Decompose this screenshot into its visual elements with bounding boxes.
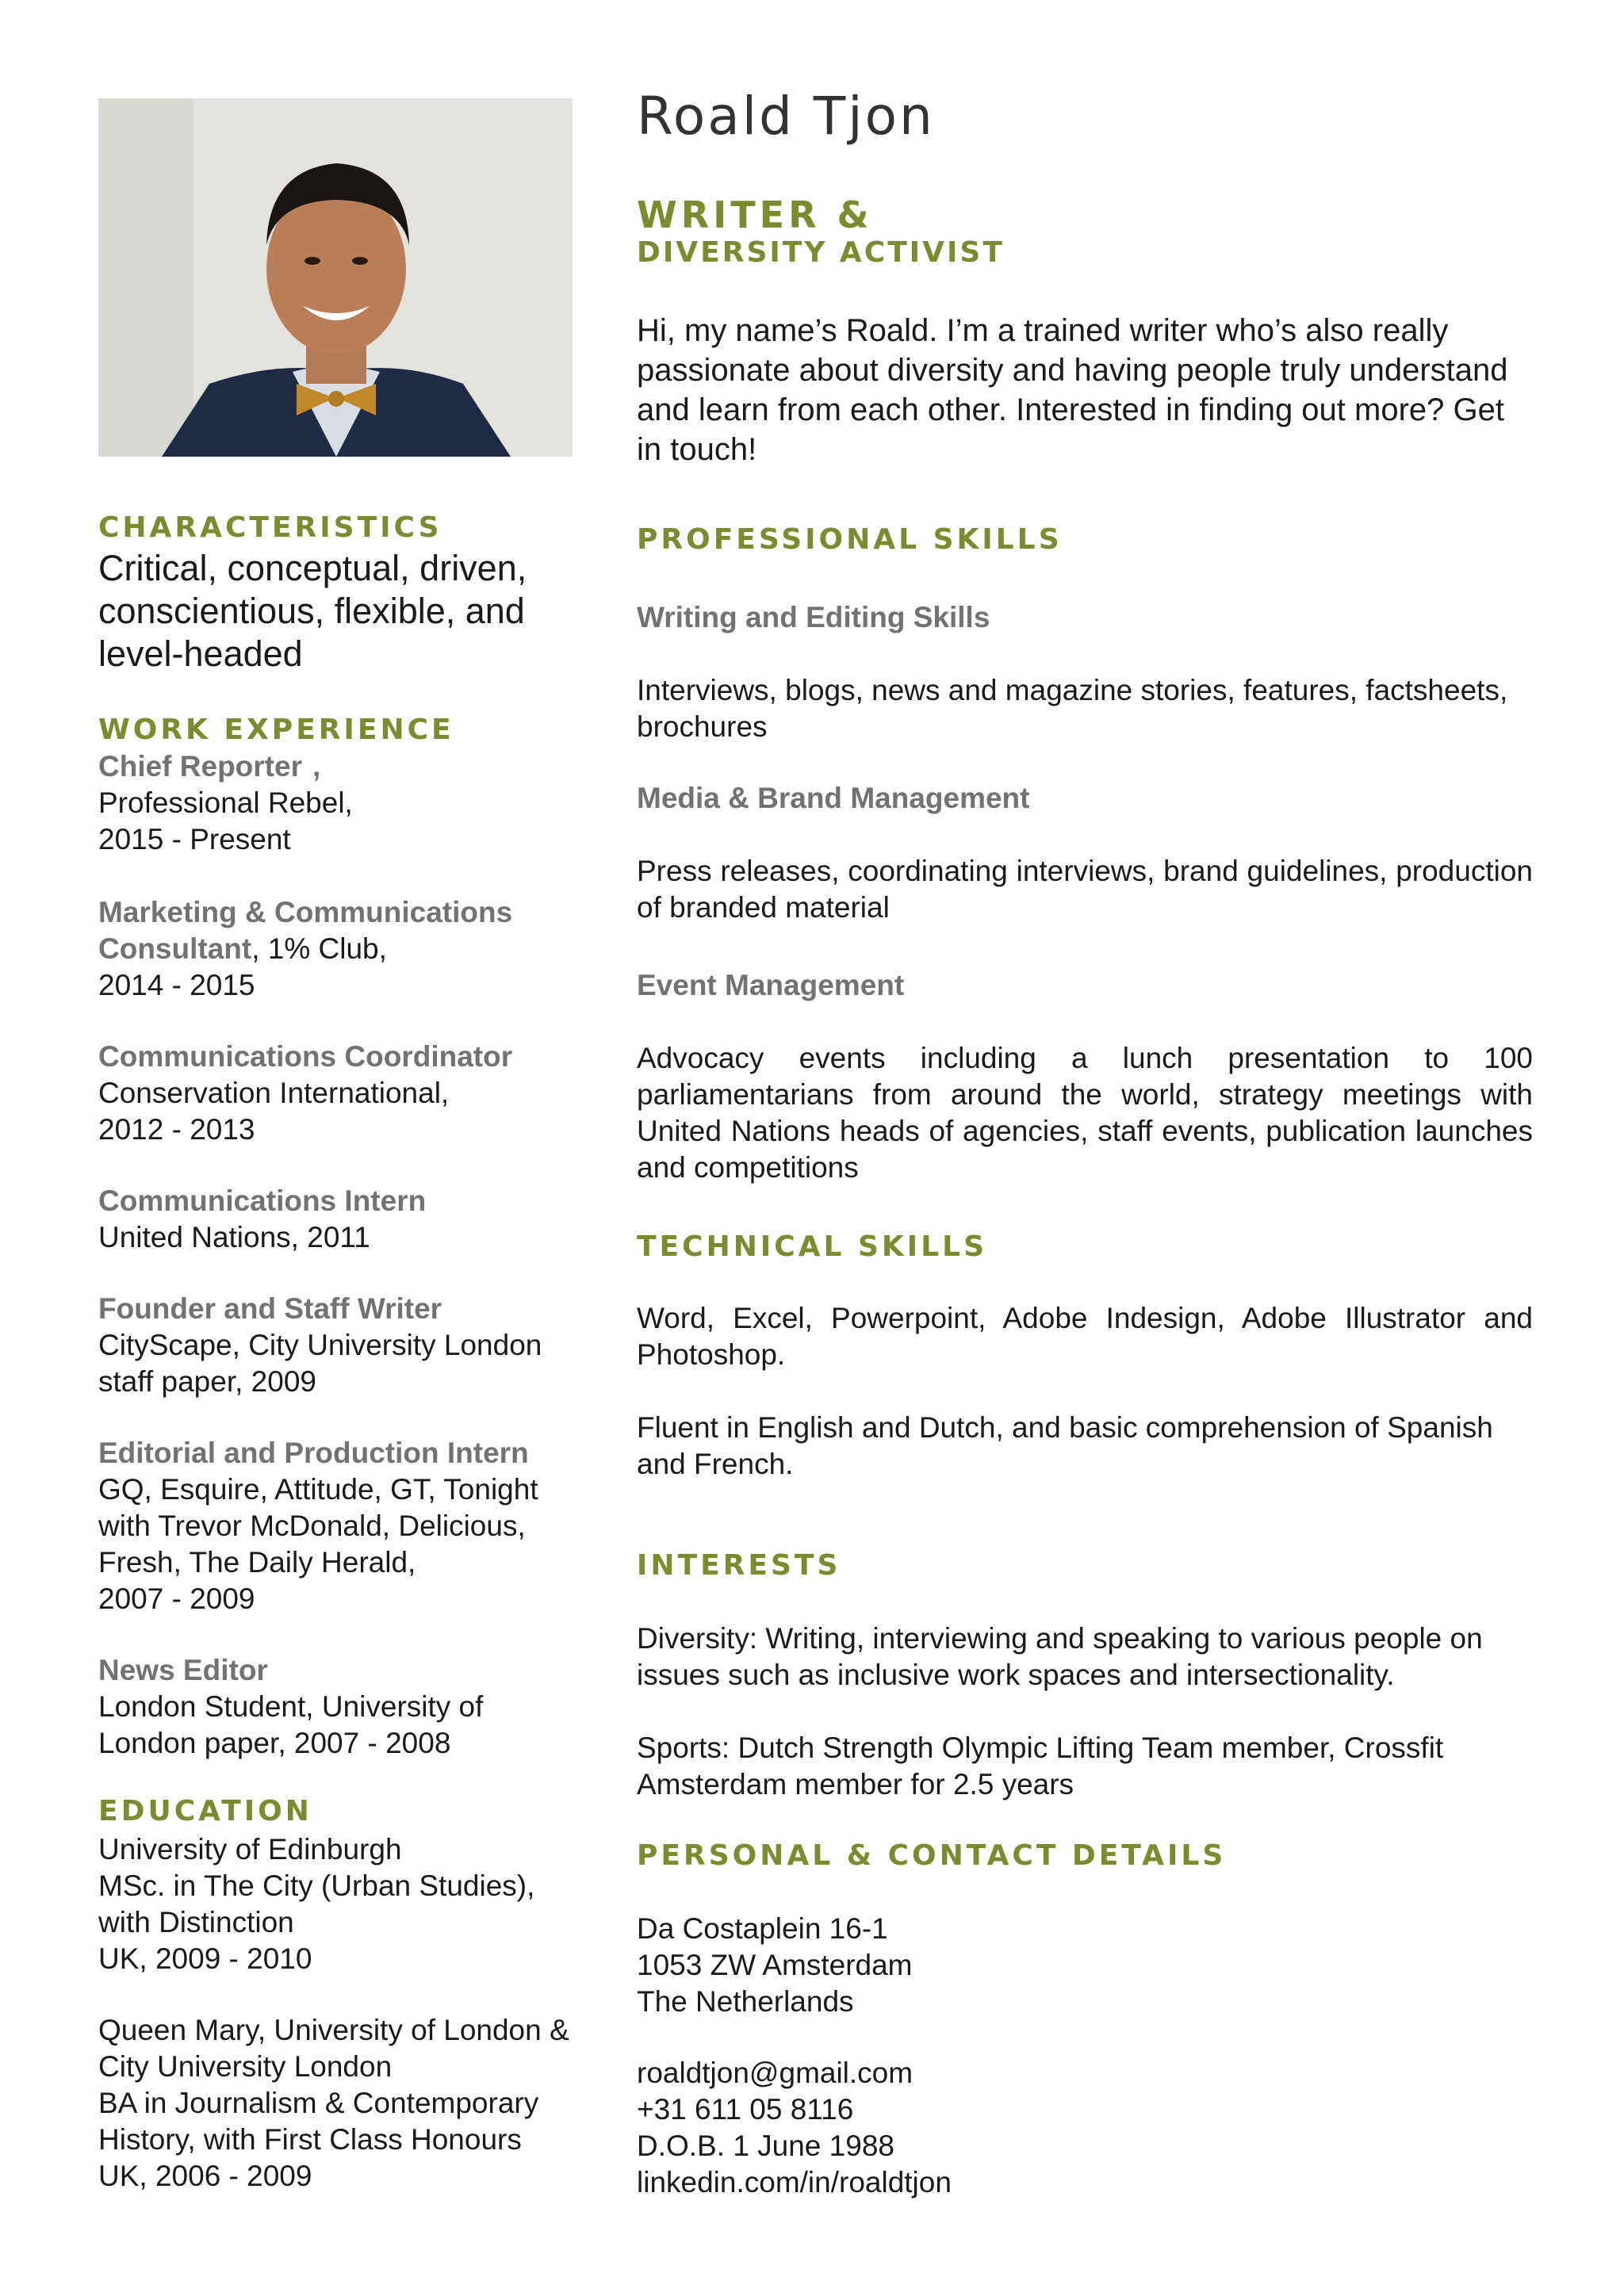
address-line2: 1053 ZW Amsterdam: [637, 1949, 913, 1981]
characteristics-text: Critical, conceptual, driven, conscientious, flexible, and level-headed: [98, 548, 527, 674]
work-entry-title: Founder and Staff Writer: [98, 1292, 442, 1325]
candidate-name: Roald Tjon: [637, 86, 935, 147]
intro-paragraph: Hi, my name’s Roald. I’m a trained writer who’s also really passionate about diversity and having people truly understand and learn from each other. Interested in finding out more? Get in touch!: [637, 313, 1508, 467]
work-entry: [98, 748, 574, 785]
work-entry-org: United Nations, 2011: [98, 1221, 370, 1253]
education-heading: EDUCATION: [98, 1795, 312, 1827]
work-entry-org: London Student, University of London paper, 2007 - 2008: [98, 1690, 484, 1759]
interest-sports: Sports: Dutch Strength Olympic Lifting Team member, Crossfit Amsterdam member for 2.5 years: [637, 1732, 1444, 1800]
profile-photo: [98, 98, 573, 457]
address-line3: The Netherlands: [637, 1985, 854, 2018]
work-entry-title: Editorial and Production Intern: [98, 1437, 529, 1469]
work-entry-title-comma: ,: [312, 750, 321, 783]
professional-skills-heading: PROFESSIONAL SKILLS: [637, 523, 1063, 556]
work-entry-title-part1: Marketing & Communications: [98, 896, 513, 928]
interest-diversity: Diversity: Writing, interviewing and speaking to various people on issues such as inclusive work spaces and intersectionality.: [637, 1622, 1483, 1691]
languages-text: Fluent in English and Dutch, and basic comprehension of Spanish and French.: [637, 1411, 1493, 1480]
work-entry-org: Conservation International,: [98, 1077, 450, 1109]
skill-title: Event Management: [637, 969, 905, 1001]
education-dates: UK, 2006 - 2009: [98, 2160, 312, 2192]
work-entry-title: Communications Intern: [98, 1184, 427, 1217]
work-entry: [98, 1435, 574, 1617]
education-entry: [98, 1831, 574, 1977]
work-entry-title: Chief Reporter: [98, 750, 302, 783]
work-entry-dates: 2007 - 2009: [98, 1582, 255, 1615]
phone-number: +31 611 05 8116: [637, 2093, 854, 2126]
email-link[interactable]: roaldtjon@gmail.com: [637, 2057, 914, 2089]
work-entry-org-inline: , 1% Club,: [251, 932, 387, 965]
technical-skills-text: Word, Excel, Powerpoint, Adobe Indesign, Adobe Illustrator and Photoshop.: [637, 1302, 1533, 1371]
work-entry-org: CityScape, City University London staff paper, 2009: [98, 1329, 542, 1398]
work-entry-org: Professional Rebel,: [98, 786, 353, 819]
role-title-line1: WRITER &: [637, 193, 873, 236]
contact-heading: PERSONAL & CONTACT DETAILS: [637, 1839, 1227, 1872]
education-dates: UK, 2009 - 2010: [98, 1942, 312, 1975]
work-entry: [98, 1039, 574, 1148]
address-block: [637, 1911, 913, 2020]
work-entry: [98, 1291, 574, 1400]
work-experience-heading: WORK EXPERIENCE: [98, 714, 454, 746]
work-entry-title: Communications Coordinator: [98, 1040, 513, 1073]
education-entry: [98, 2012, 574, 2195]
work-entry-title-part2: Consultant: [98, 932, 252, 965]
education-institution: Queen Mary, University of London & City University London: [98, 2014, 569, 2083]
address-line1: Da Costaplein 16-1: [637, 1912, 888, 1945]
work-entry-org: GQ, Esquire, Attitude, GT, Tonight with Trevor McDonald, Delicious, Fresh, The Daily Herald,: [98, 1473, 538, 1578]
skill-text: Press releases, coordinating interviews, brand guidelines, production of branded material: [637, 855, 1533, 924]
characteristics-heading: CHARACTERISTICS: [98, 511, 442, 544]
skill-title: Writing and Editing Skills: [637, 601, 990, 633]
skill-title: Media & Brand Management: [637, 782, 1030, 814]
linkedin-link[interactable]: linkedin.com/in/roaldtjon: [637, 2166, 952, 2198]
profile-photo-illustration: [98, 98, 573, 457]
work-entry-details: [98, 785, 574, 858]
work-entry-dates: 2014 - 2015: [98, 969, 255, 1001]
contact-block: [637, 2055, 952, 2201]
work-entry: [98, 894, 574, 1004]
work-entry: [98, 1652, 542, 1762]
technical-skills-heading: TECHNICAL SKILLS: [637, 1230, 987, 1263]
interests-heading: INTERESTS: [637, 1549, 841, 1582]
education-degree: MSc. in The City (Urban Studies), with Distinction: [98, 1869, 535, 1938]
education-institution: University of Edinburgh: [98, 1833, 402, 1866]
work-entry-dates: 2012 - 2013: [98, 1113, 255, 1146]
role-title-line2: DIVERSITY ACTIVIST: [637, 236, 1005, 269]
date-of-birth: D.O.B. 1 June 1988: [637, 2130, 894, 2162]
work-entry-dates: 2015 - Present: [98, 823, 291, 855]
education-degree: BA in Journalism & Contemporary History, with First Class Honours: [98, 2087, 539, 2156]
skill-text: Interviews, blogs, news and magazine stories, features, factsheets, brochures: [637, 674, 1508, 743]
skill-text: Advocacy events including a lunch presentation to 100 parliamentarians from around the world, strategy meetings with United Nations heads of agencies, staff events, publication launches and competitions: [637, 1042, 1533, 1184]
work-entry: [98, 1183, 574, 1256]
work-entry-title: News Editor: [98, 1654, 268, 1686]
work-entry-org: 1% Club,: [267, 932, 387, 965]
